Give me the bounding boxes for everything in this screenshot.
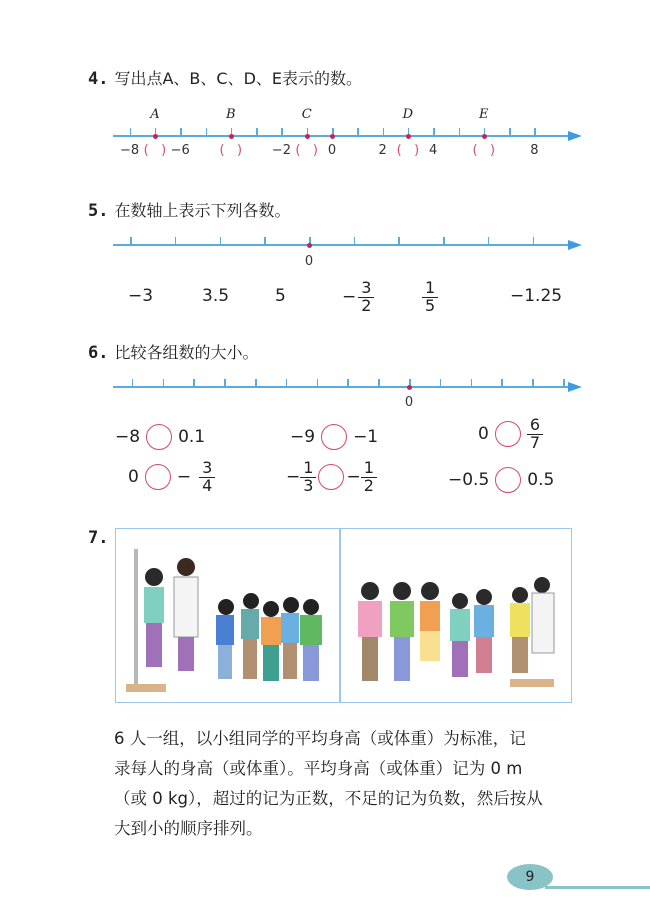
page-number-badge: 9 xyxy=(507,864,553,890)
origin-label: 0 xyxy=(404,395,414,410)
number-to-plot: −3 xyxy=(128,286,154,306)
question-number: 5. xyxy=(88,201,109,221)
tick-label: −2 xyxy=(271,143,291,158)
tick-mark xyxy=(281,128,283,136)
number-to-plot: 5 xyxy=(275,286,286,306)
fraction: $\frac{1}{3}$ xyxy=(300,460,316,495)
axis-arrow-icon xyxy=(568,382,582,392)
tick-mark xyxy=(193,379,195,387)
answer-blank: ( ) xyxy=(295,143,318,158)
left-value: 0 xyxy=(478,424,489,445)
compare-item xyxy=(290,424,378,450)
tick-mark xyxy=(443,237,445,245)
axis-arrow-icon xyxy=(568,240,582,250)
tick-mark xyxy=(347,379,349,387)
tick-mark xyxy=(563,379,565,387)
tick-mark xyxy=(459,128,461,136)
tick-mark xyxy=(264,237,266,245)
number-to-plot: − $\frac{3}{2}$ xyxy=(342,280,374,315)
tick-mark xyxy=(180,128,182,136)
question-7-instructions xyxy=(114,724,584,844)
answer-circle[interactable] xyxy=(495,421,521,447)
point-label: B xyxy=(226,107,236,122)
answer-blank: ( ) xyxy=(143,143,167,158)
question-text: 比较各组数的大小。 xyxy=(114,343,259,362)
question-4 xyxy=(88,66,362,89)
point-label: C xyxy=(301,107,312,122)
right-value: 0.5 xyxy=(527,470,555,490)
point-E xyxy=(482,134,487,139)
tick-mark xyxy=(286,379,288,387)
fraction: $\frac{3}{4}$ xyxy=(199,460,215,495)
point-label: E xyxy=(479,107,489,122)
point-C xyxy=(305,134,310,139)
tick-mark xyxy=(255,379,257,387)
origin-point xyxy=(407,385,412,390)
answer-circle[interactable] xyxy=(318,464,344,490)
point-label: A xyxy=(150,107,160,122)
point-D xyxy=(406,134,411,139)
tick-mark xyxy=(433,128,435,136)
tick-mark xyxy=(132,379,134,387)
question-number: 7. xyxy=(88,528,109,548)
left-value: −8 xyxy=(115,427,141,447)
tick-mark xyxy=(317,379,319,387)
origin-point xyxy=(330,134,335,139)
tick-mark xyxy=(175,237,177,245)
left-value: −9 xyxy=(290,427,316,447)
tick-mark xyxy=(471,379,473,387)
tick-mark xyxy=(130,128,132,136)
question-number: 4. xyxy=(88,69,109,89)
right-value: −1 xyxy=(353,427,379,447)
compare-item xyxy=(448,467,554,493)
question-7 xyxy=(88,528,108,548)
answer-circle[interactable] xyxy=(321,424,347,450)
tick-mark xyxy=(488,237,490,245)
tick-mark xyxy=(398,237,400,245)
number-to-plot: 3.5 xyxy=(202,286,230,306)
axis-arrow-icon xyxy=(568,131,582,141)
tick-mark xyxy=(378,379,380,387)
origin-point xyxy=(307,243,312,248)
question-text: 写出点A、B、C、D、E表示的数。 xyxy=(114,69,363,88)
question-6 xyxy=(88,340,259,363)
answer-blank: ( ) xyxy=(472,143,496,158)
number-to-plot xyxy=(422,280,438,315)
fraction: $\frac{6}{7}$ xyxy=(527,417,543,452)
left-value: −0.5 xyxy=(448,470,490,490)
paragraph-line: （或 0 kg），超过的记为正数，不足的记为负数，然后按从 xyxy=(114,789,543,808)
compare-item xyxy=(115,424,205,450)
axis-line xyxy=(113,244,570,246)
tick-mark xyxy=(163,379,165,387)
question-text: 在数轴上表示下列各数。 xyxy=(114,201,291,220)
question-5 xyxy=(88,198,291,221)
girls-measuring-weight-illustration xyxy=(342,529,570,700)
tick-mark xyxy=(440,379,442,387)
paragraph-line: 录每人的身高（或体重）。平均身高（或体重）记为 0 m xyxy=(114,759,523,778)
fraction: $\frac{3}{2}$ xyxy=(358,280,374,315)
right-value: 0.1 xyxy=(178,427,206,447)
answer-blank: ( ) xyxy=(396,143,420,158)
number-to-plot: −1.25 xyxy=(510,286,563,306)
tick-mark xyxy=(509,128,511,136)
tick-mark xyxy=(534,128,536,136)
illustration-frame xyxy=(115,528,572,703)
tick-mark xyxy=(532,379,534,387)
tick-mark xyxy=(533,237,535,245)
tick-label: −8 xyxy=(120,143,140,158)
compare-item: − $\frac{1}{3}$ − $\frac{1}{2}$ xyxy=(286,460,377,495)
left-value: 0 xyxy=(128,467,139,488)
tick-mark xyxy=(130,237,132,245)
compare-item: 0 − $\frac{3}{4}$ xyxy=(128,460,215,495)
fraction: $\frac{1}{5}$ xyxy=(422,280,438,315)
point-label: D xyxy=(402,107,414,122)
tick-mark xyxy=(357,128,359,136)
answer-circle[interactable] xyxy=(146,424,172,450)
point-B xyxy=(229,134,234,139)
point-A xyxy=(153,134,158,139)
tick-mark xyxy=(354,237,356,245)
page-footer-line xyxy=(545,886,650,889)
tick-mark xyxy=(501,379,503,387)
tick-label: 0 xyxy=(327,143,337,158)
paragraph-line: 6 人一组，以小组同学的平均身高（或体重）为标准，记 xyxy=(114,729,526,748)
answer-blank: ( ) xyxy=(219,143,243,158)
tick-label: 4 xyxy=(429,143,438,158)
tick-label: −6 xyxy=(170,143,190,158)
frame-divider xyxy=(339,529,341,702)
paragraph-line: 大到小的顺序排列。 xyxy=(114,819,263,838)
tick-label: 8 xyxy=(530,143,539,158)
fraction: $\frac{1}{2}$ xyxy=(361,460,377,495)
origin-label: 0 xyxy=(304,254,314,269)
compare-item xyxy=(478,417,543,452)
tick-label: 2 xyxy=(378,143,387,158)
tick-mark xyxy=(206,128,208,136)
answer-circle[interactable] xyxy=(145,464,171,490)
boys-measuring-height-illustration xyxy=(116,529,338,700)
tick-mark xyxy=(220,237,222,245)
tick-mark xyxy=(383,128,385,136)
tick-mark xyxy=(224,379,226,387)
answer-circle[interactable] xyxy=(495,467,521,493)
question-number: 6. xyxy=(88,343,109,363)
tick-mark xyxy=(256,128,258,136)
